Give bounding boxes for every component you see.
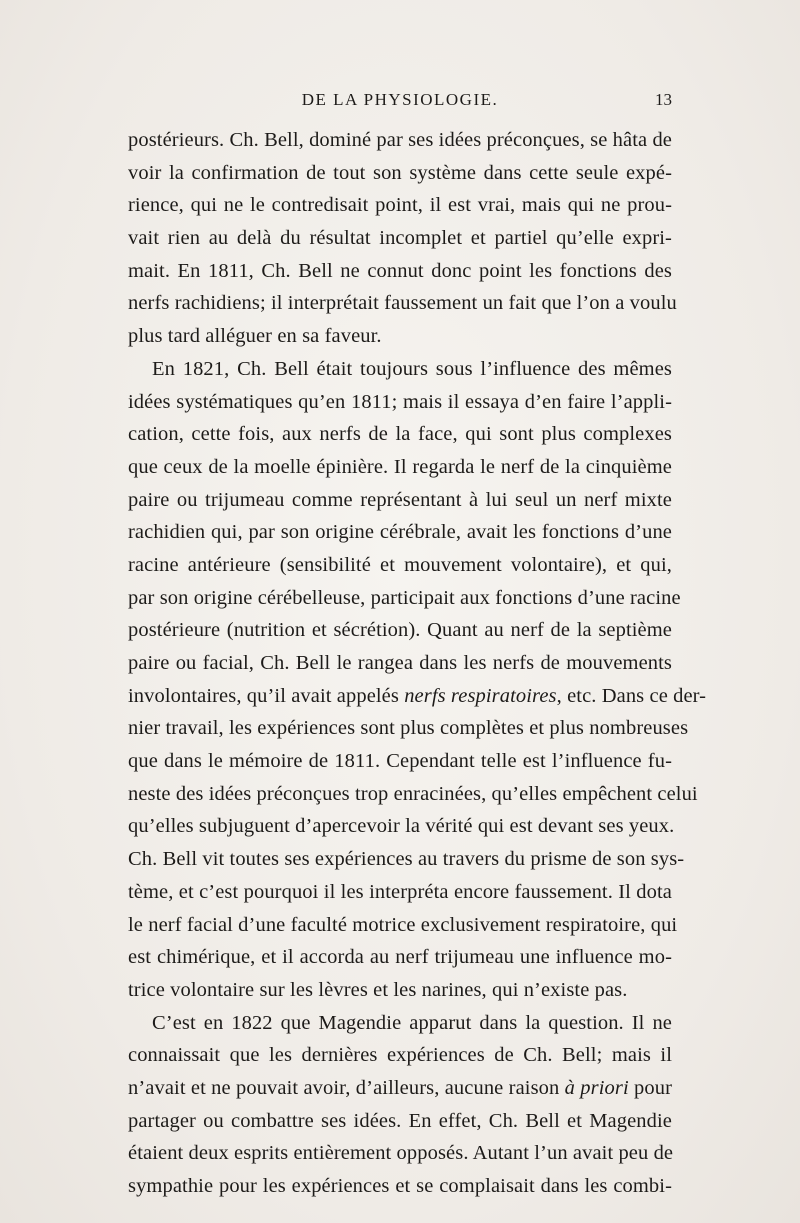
- text-line: C’est en 1822 que Magendie apparut dans la question. Il ne: [152, 1011, 672, 1034]
- text-line: racine antérieure (sensibilité et mouvement volontaire), et qui,: [128, 553, 672, 576]
- text-line: paire ou trijumeau comme représentant à lui seul un nerf mixte: [128, 488, 672, 511]
- text-line: n’avait et ne pouvait avoir, d’ailleurs, aucune raison à priori pour: [128, 1076, 673, 1099]
- body-text: [128, 124, 707, 1203]
- text-line: tème, et c’est pourquoi il les interpréta encore faussement. Il dota: [128, 880, 672, 903]
- text-line: En 1821, Ch. Bell était toujours sous l’influence des mêmes: [152, 357, 672, 380]
- text-line: que dans le mémoire de 1811. Cependant telle est l’influence fu-: [128, 750, 672, 773]
- text-line: postérieurs. Ch. Bell, dominé par ses idées préconçues, se hâta de: [128, 129, 672, 151]
- text-line: neste des idées préconçues trop enracinées, qu’elles empêchent celui: [128, 782, 698, 805]
- text-line: vait rien au delà du résultat incomplet et partiel qu’elle expri-: [128, 227, 672, 250]
- text-line: paire ou facial, Ch. Bell le rangea dans les nerfs de mouvements: [128, 652, 672, 674]
- text-line: voir la confirmation de tout son système dans cette seule expé-: [128, 161, 672, 184]
- text-line: qu’elles subjuguent d’apercevoir la vérité qui est devant ses yeux.: [128, 815, 675, 838]
- italic-term: à priori: [564, 1076, 629, 1099]
- text-line: partager ou combattre ses idées. En effet, Ch. Bell et Magendie: [128, 1109, 672, 1132]
- text-line: que ceux de la moelle épinière. Il regarda le nerf de la cinquième: [128, 455, 672, 478]
- text-line: involontaires, qu’il avait appelés nerfs respiratoires, etc. Dans ce der-: [128, 684, 707, 707]
- italic-term: nerfs respiratoires: [404, 684, 557, 707]
- running-head: [128, 90, 672, 116]
- text-line: étaient deux esprits entièrement opposés. Autant l’un avait peu de: [128, 1142, 674, 1165]
- text-line: mait. En 1811, Ch. Bell ne connut donc point les fonctions des: [128, 259, 672, 282]
- text-line: Ch. Bell vit toutes ses expériences au travers du prisme de son sys-: [128, 848, 685, 871]
- text-line: est chimérique, et il accorda au nerf trijumeau une influence mo-: [128, 946, 672, 969]
- running-title: DE LA PHYSIOLOGIE.: [301, 90, 499, 109]
- text-line: cation, cette fois, aux nerfs de la face, qui sont plus complexes: [128, 423, 672, 446]
- text-line: rience, qui ne le contredisait point, il est vrai, mais qui ne prou-: [128, 194, 672, 217]
- page-number: 13: [655, 90, 672, 109]
- text-line: trice volontaire sur les lèvres et les narines, qui n’existe pas.: [128, 978, 628, 1001]
- text-line: idées systématiques qu’en 1811; mais il essaya d’en faire l’appli-: [128, 390, 672, 413]
- text-line: rachidien qui, par son origine cérébrale, avait les fonctions d’une: [128, 521, 672, 544]
- text-line: plus tard alléguer en sa faveur.: [128, 325, 382, 348]
- text-line: connaissait que les dernières expériences de Ch. Bell; mais il: [128, 1044, 672, 1067]
- text-line: nier travail, les expériences sont plus complètes et plus nombreuses: [128, 717, 689, 740]
- text-line: par son origine cérébelleuse, participait aux fonctions d’une racine: [128, 586, 681, 609]
- text-line: nerfs rachidiens; il interprétait faussement un fait que l’on a voulu: [128, 292, 677, 315]
- text-line: postérieure (nutrition et sécrétion). Quant au nerf de la septième: [128, 619, 672, 642]
- text-line: le nerf facial d’une faculté motrice exclusivement respiratoire, qui: [128, 913, 678, 936]
- text-line: sympathie pour les expériences et se complaisait dans les combi-: [128, 1175, 672, 1197]
